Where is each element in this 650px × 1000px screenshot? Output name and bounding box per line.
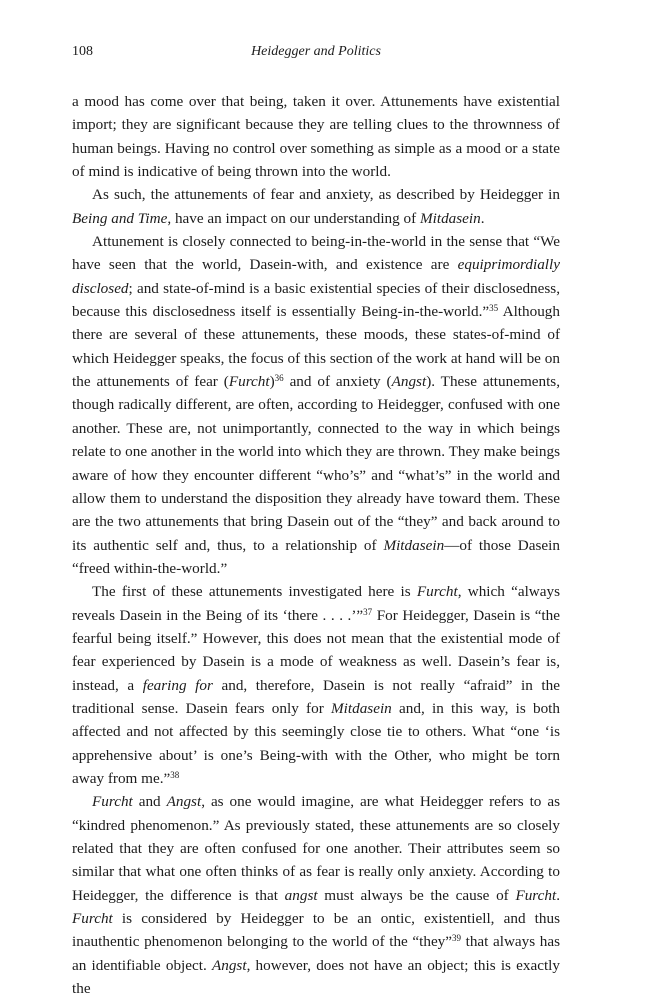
footnote-marker: 35	[489, 303, 499, 314]
text-run: )	[269, 373, 275, 391]
italic-text: Furcht	[228, 373, 270, 391]
footnote-marker: 37	[363, 606, 373, 617]
paragraph	[72, 580, 560, 790]
page-number: 108	[72, 44, 93, 59]
italic-text: Being and Time	[72, 209, 168, 227]
italic-text: Furcht	[72, 910, 113, 928]
italic-text: angst	[284, 886, 318, 904]
text-run: As such, the attunements of fear and anxiety, as described by Heidegger in	[92, 186, 560, 204]
text-run: , have an impact on our understanding of	[167, 209, 420, 227]
italic-text: Furcht	[92, 793, 133, 811]
text-run: that always has an identifiable object.	[72, 933, 560, 974]
text-run: ; and state-of-mind is a basic existential species of their disclosedness, because this disclosedness itself is essentially Being-in-the-world.”	[72, 279, 560, 321]
paragraph	[72, 790, 560, 1000]
running-title: Heidegger and Politics	[251, 44, 381, 59]
italic-text: Angst	[211, 956, 247, 974]
italic-text: equiprimordially disclosed	[72, 256, 560, 297]
text-run: is considered by Heidegger to be an ontic, existentiell, and thus inauthentic phenomenon belonging to the world of the “they”	[72, 910, 560, 951]
text-run: The first of these attunements investigated here is	[92, 583, 417, 601]
text-run: and	[132, 793, 167, 811]
text-run: and, in this way, is both affected and not affected by this seemingly close tie to others. What “one ‘is apprehensive about’ is one’s Being-with with the Other, who might be torn away from me.”	[72, 699, 560, 787]
italic-text: Mitdasein	[383, 536, 445, 554]
italic-text: Angst	[391, 373, 427, 391]
text-run: Although there are several of these attunements, these moods, these states-of-mind of which Heidegger speaks, the focus of this section of the work at hand will be on the attunements of fear (	[72, 303, 560, 391]
footnote-marker: 36	[274, 373, 284, 384]
text-run: , which “always reveals Dasein in the Being of its ‘there . . . .’”	[72, 583, 560, 624]
text-run: and of anxiety (	[283, 373, 392, 391]
text-run: For Heidegger, Dasein is “the fearful being itself.” However, this does not mean that the existential mode of fear experienced by Dasein is a mode of weakness as well. Dasein’s fear is, instead, a	[72, 606, 560, 694]
text-run: must always be the cause of	[317, 886, 516, 904]
page-header	[72, 44, 560, 66]
text-run: ). These attunements, though radically different, are often, according to Heidegger, confused with one another. These are, not unimportantly, connected to the way in which beings relate to one another in the world into which they are thrown. They make beings aware of how they encounter different “who’s” and “what’s” in the world and allow them to understand the disposition they already have toward them. These are the two attunements that bring Dasein out of the “they” and back around to its authentic self and, thus, to a relationship of	[72, 373, 561, 554]
italic-text: Furcht	[416, 583, 458, 601]
paragraph	[72, 183, 560, 230]
text-run: and, therefore, Dasein is not really “afraid” in the traditional sense. Dasein fears only for	[72, 676, 560, 717]
footnote-marker: 38	[170, 769, 180, 780]
text-run: a mood has come over that being, taken it over. Attunements have existential import; they are significant because they are telling clues to the thrownness of human beings. Having no control over something as simple as a mood or a state of mind is indicative of being thrown into the world.	[72, 93, 560, 181]
italic-text: Mitdasein	[331, 699, 392, 717]
footnote-marker: 39	[452, 933, 462, 944]
paragraph	[72, 230, 560, 580]
text-run: , as one would imagine, are what Heidegger refers to as “kindred phenomenon.” As previously stated, these attunements are so closely related that they are often confused for one another. Their attributes seem so similar that what one often thinks of as fear is really only anxiety. According to Heidegger, the difference is that	[72, 793, 560, 904]
body-text	[72, 90, 560, 1000]
paragraph	[72, 90, 560, 183]
italic-text: Angst	[166, 793, 202, 811]
text-run: —of those Dasein “freed within-the-world.”	[72, 536, 560, 577]
italic-text: Furcht	[515, 886, 557, 904]
italic-text: Mitdasein	[419, 209, 481, 227]
text-run: , however, does not have an object; this is exactly the	[72, 956, 560, 998]
text-run: .	[480, 209, 485, 227]
italic-text: fearing for	[142, 676, 213, 694]
text-run: Attunement is closely connected to being-in-the-world in the sense that “We have seen that the world, Dasein-with, and existence are	[72, 233, 560, 274]
text-run: .	[556, 886, 561, 904]
